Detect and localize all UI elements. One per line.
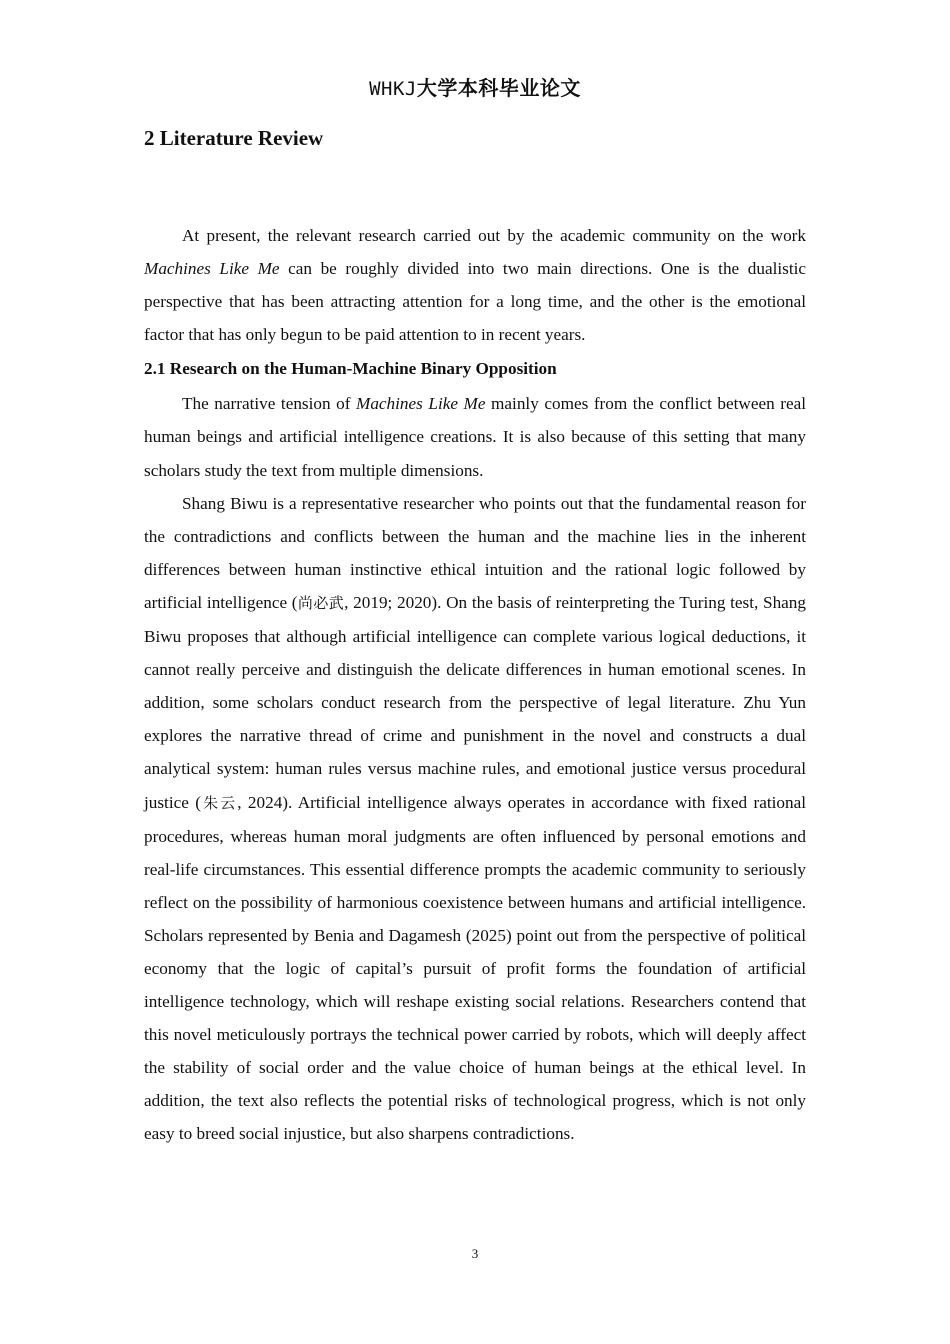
paragraph-text: , 2024). Artificial intelligence always operates in accordance with fixed rational procedures, whereas human moral judgments are often influenced by personal emotions and real-life circumstances. This essential difference prompts the academic community to seriously reflect on the possibility of harmonious coexistence between humans and artificial intelligence. Scholars represented by Benia and Dagamesh (2025) point out from the perspective of political economy that the logic of capital’s pursuit of profit forms the foundation of artificial intelligence technology, which will reshape existing social relations. Researchers contend that this novel meticulously portrays the technical power carried by robots, which will deeply affect the stability of social order and the value choice of human beings at the ethical level. In addition, the text also reflects the potential risks of technological progress, which is not only easy to breed social injustice, but also sharpens contradictions.: [144, 792, 806, 1144]
page-number: 3: [471, 1246, 479, 1261]
section-heading-2-1: 2.1 Research on the Human-Machine Binary Opposition: [144, 359, 557, 379]
citation-author-cjk: 尚必武: [297, 593, 345, 612]
header-cjk-text: 大学本科毕业论文: [416, 76, 581, 100]
book-title-italic: Machines Like Me: [144, 259, 280, 279]
paragraph-scholars: [144, 487, 806, 1151]
paragraph-text: can be roughly divided into two main directions. One is the dualistic perspective that has been attracting attention for a long time, and the other is the emotional factor that has only begun to be paid attention to in recent years.: [144, 259, 807, 345]
paragraph-narrative-tension: [144, 387, 806, 486]
body-content: [144, 219, 806, 1151]
header-latin-text: WHKJ: [369, 78, 417, 100]
paragraph-text: Shang Biwu is a representative researcher who points out that the fundamental reason for the contradictions and conflicts between the human and the machine lies in the inherent differences between human instinctive ethical intuition and the rational logic followed by artificial intelligence (: [144, 493, 806, 612]
running-header: [0, 72, 950, 101]
citation-author-cjk: 朱云: [200, 793, 238, 812]
paragraph-text: , 2019; 2020). On the basis of reinterpreting the Turing test, Shang Biwu proposes that although artificial intelligence can complete various logical deductions, it cannot really perceive and distinguish the delicate differences in human emotional scenes. In addition, some scholars conduct research from the perspective of legal literature. Zhu Yun explores the narrative thread of crime and punishment in the novel and constructs a dual analytical system: human rules versus machine rules, and emotional justice versus procedural justice (: [144, 592, 806, 812]
chapter-title: 2 Literature Review: [144, 126, 324, 150]
paragraph-text: The narrative tension of: [182, 394, 357, 414]
book-title-italic: Machines Like Me: [356, 394, 486, 414]
paragraph-text: At present, the relevant research carried out by the academic community on the work: [182, 226, 806, 245]
paragraph-text: mainly comes from the conflict between real human beings and artificial intelligence creations. It is also because of this setting that many scholars study the text from multiple dimensions.: [144, 394, 806, 480]
paragraph-intro: [144, 219, 806, 351]
